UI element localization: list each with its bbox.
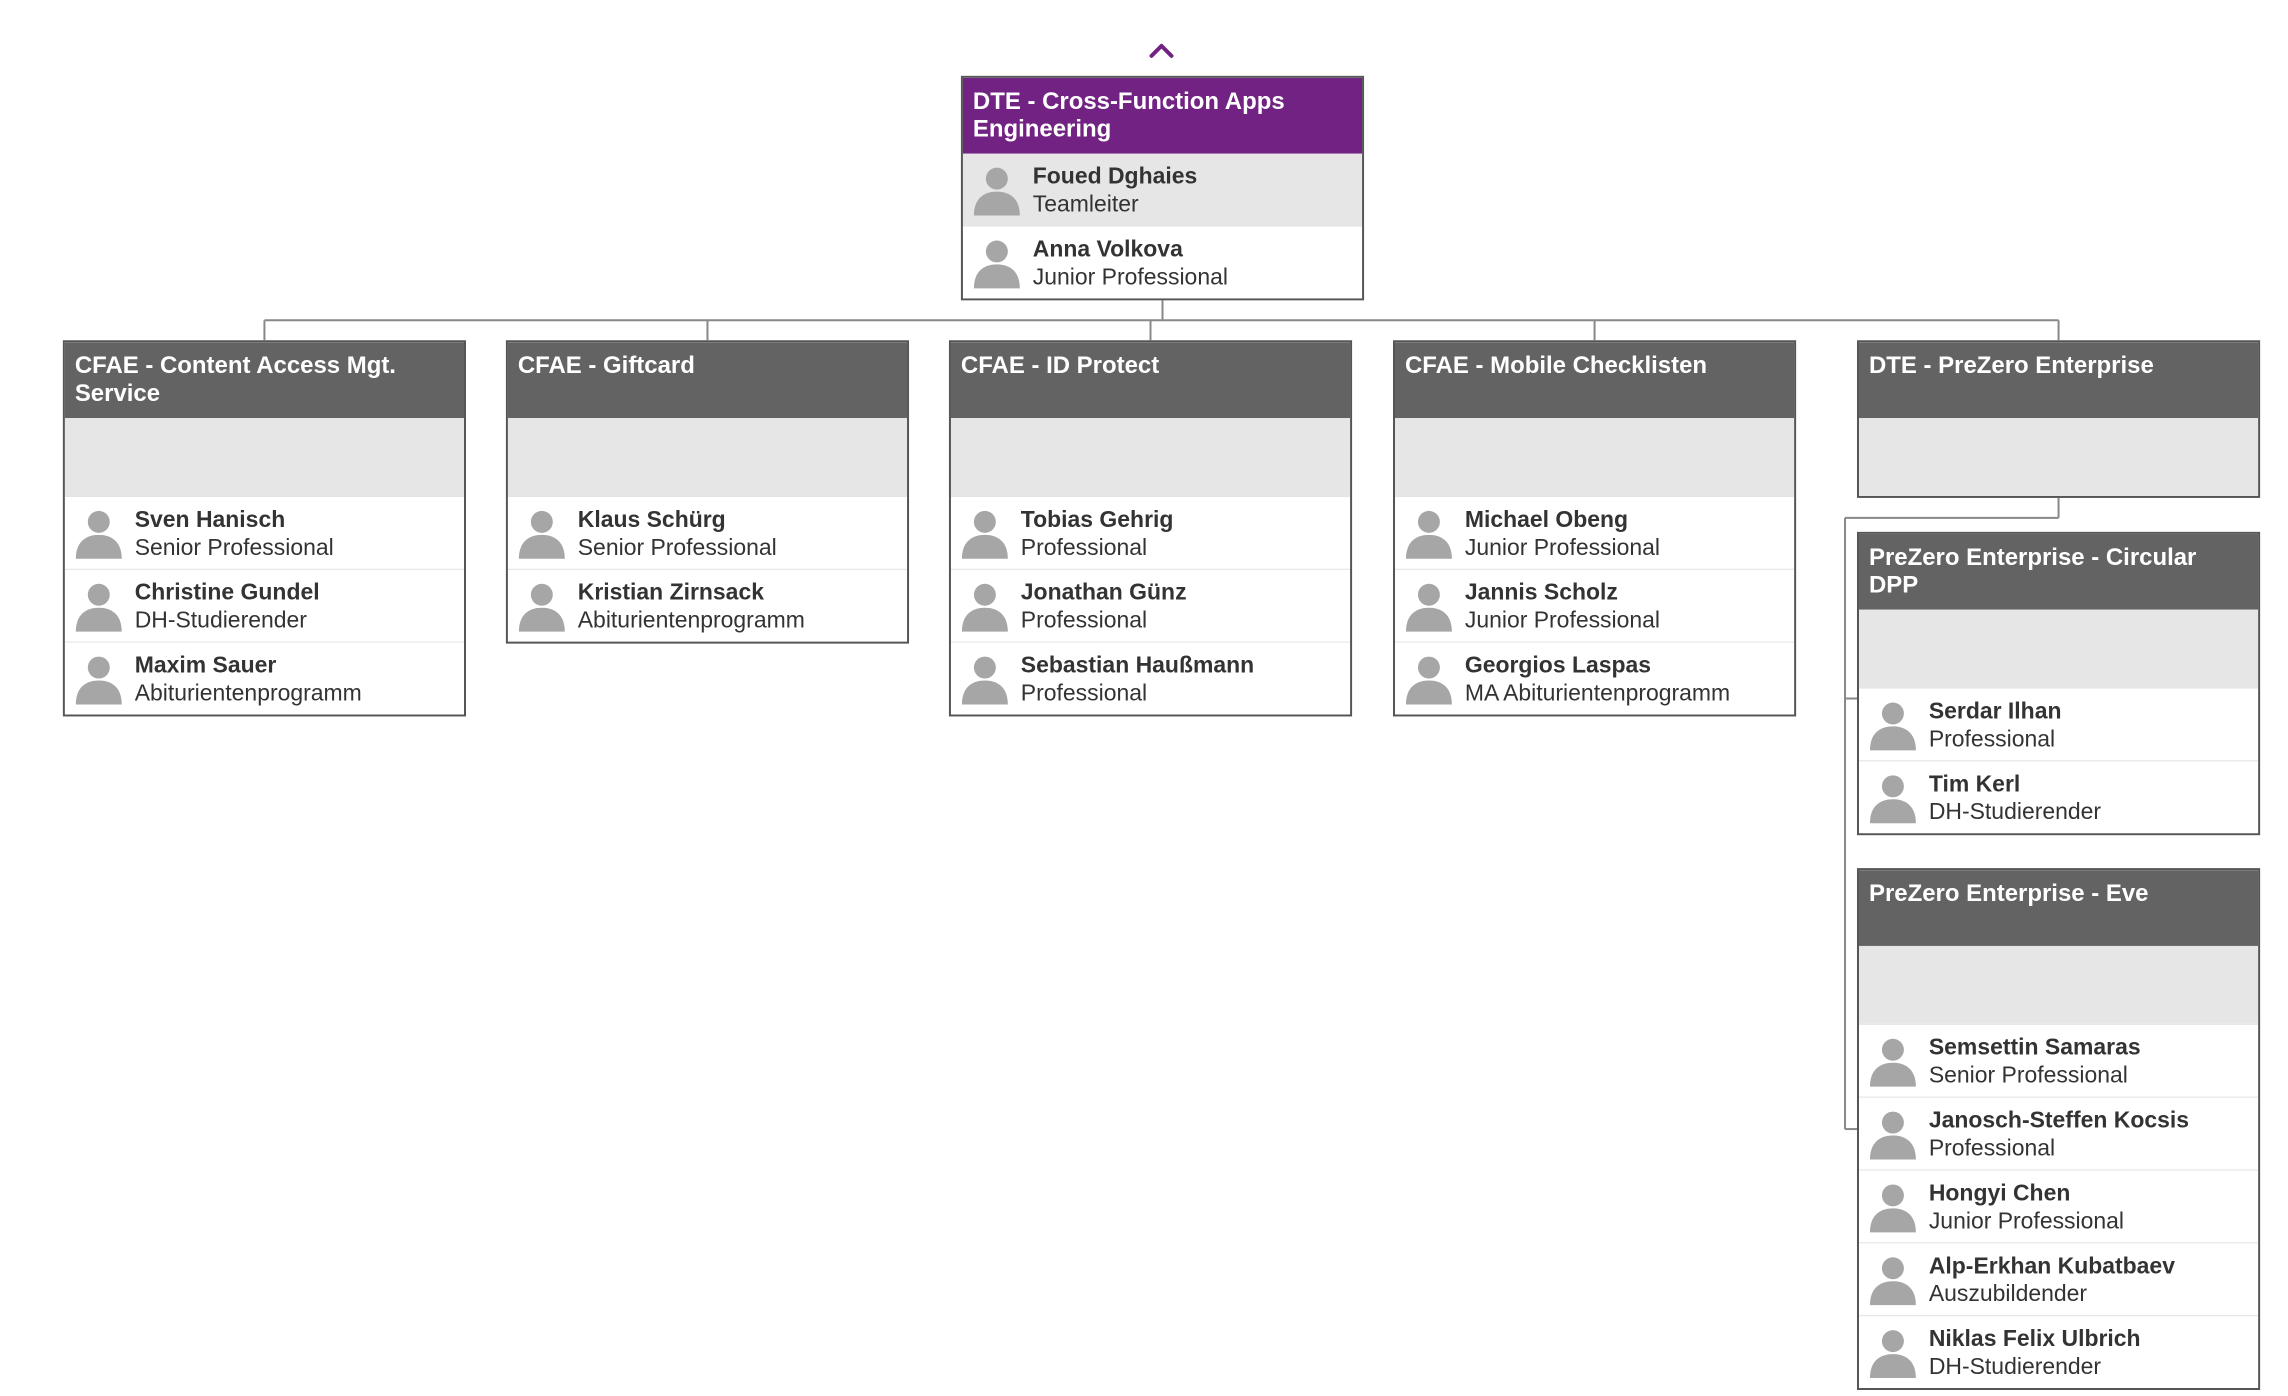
member-row[interactable] (951, 496, 1350, 569)
member-row[interactable] (1859, 760, 2258, 833)
unit-prezero-circular-dpp[interactable] (1857, 532, 2260, 835)
person-role: Senior Professional (134, 533, 334, 560)
person-role: Professional (1020, 679, 1148, 706)
unit-title: CFAE - ID Protect (951, 342, 1350, 418)
unit-prezero-enterprise[interactable] (1857, 340, 2260, 498)
person-name: Klaus Schürg (577, 505, 726, 532)
person-name: Maxim Sauer (134, 651, 277, 678)
member-row[interactable] (951, 642, 1350, 715)
person-name: Sebastian Haußmann (1020, 651, 1255, 678)
person-avatar-icon (1865, 1106, 1921, 1162)
unit-id-protect[interactable] (949, 340, 1352, 716)
unit-title: DTE - Cross-Function Apps Engineering (963, 78, 1362, 154)
empty-lead-slot (508, 418, 907, 496)
person-name: Serdar Ilhan (1928, 697, 2062, 724)
person-role: Professional (1020, 606, 1148, 633)
member-row[interactable] (1859, 688, 2258, 761)
member-row[interactable] (65, 642, 464, 715)
person-name: Anna Volkova (1032, 235, 1183, 262)
unit-mobile-checklisten[interactable] (1393, 340, 1796, 716)
person-avatar-icon (71, 578, 127, 634)
empty-lead-slot (951, 418, 1350, 496)
member-row[interactable] (1395, 496, 1794, 569)
person-avatar-icon (514, 505, 570, 561)
person-role: Professional (1928, 1134, 2056, 1161)
member-row[interactable] (963, 226, 1362, 299)
member-row[interactable] (1859, 1242, 2258, 1315)
unit-root[interactable] (961, 76, 1364, 301)
person-name: Sven Hanisch (134, 505, 286, 532)
person-avatar-icon (957, 578, 1013, 634)
person-role: Junior Professional (1464, 606, 1661, 633)
person-role: Junior Professional (1032, 263, 1228, 290)
person-name: Janosch-Steffen Kocsis (1928, 1106, 2190, 1133)
member-row[interactable] (1859, 1169, 2258, 1242)
member-row[interactable] (508, 496, 907, 569)
person-avatar-icon (514, 578, 570, 634)
unit-title: PreZero Enterprise - Eve (1859, 870, 2258, 946)
unit-prezero-eve[interactable] (1857, 868, 2260, 1390)
member-row[interactable] (951, 569, 1350, 642)
person-name: Hongyi Chen (1928, 1179, 2071, 1206)
member-row[interactable] (1859, 1315, 2258, 1388)
person-avatar-icon (1401, 651, 1457, 707)
chevron-up-icon[interactable] (1148, 40, 1176, 60)
unit-title: CFAE - Mobile Checklisten (1395, 342, 1794, 418)
person-avatar-icon (71, 651, 127, 707)
person-avatar-icon (1865, 1251, 1921, 1307)
person-role: DH-Studierender (1928, 798, 2102, 825)
person-avatar-icon (1401, 505, 1457, 561)
person-avatar-icon (1865, 1178, 1921, 1234)
person-role: Junior Professional (1928, 1207, 2125, 1234)
person-name: Michael Obeng (1464, 505, 1629, 532)
member-row[interactable] (1859, 1097, 2258, 1170)
person-avatar-icon (1865, 696, 1921, 752)
person-avatar-icon (969, 234, 1025, 290)
unit-content-access[interactable] (63, 340, 466, 716)
person-name: Alp-Erkhan Kubatbaev (1928, 1252, 2175, 1279)
unit-title: DTE - PreZero Enterprise (1859, 342, 2258, 418)
person-role: Junior Professional (1464, 533, 1661, 560)
person-name: Jonathan Günz (1020, 578, 1187, 605)
person-name: Foued Dghaies (1032, 162, 1198, 189)
person-avatar-icon (957, 651, 1013, 707)
person-role: Auszubildender (1928, 1280, 2088, 1307)
member-row[interactable] (1395, 569, 1794, 642)
member-row[interactable] (1859, 1024, 2258, 1097)
person-avatar-icon (1865, 1033, 1921, 1089)
person-role: MA Abiturientenprogramm (1464, 679, 1731, 706)
person-name: Kristian Zirnsack (577, 578, 764, 605)
person-role: Abiturientenprogramm (577, 606, 805, 633)
person-avatar-icon (969, 162, 1025, 218)
person-name: Semsettin Samaras (1928, 1033, 2141, 1060)
person-name: Georgios Laspas (1464, 651, 1652, 678)
person-role: Abiturientenprogramm (134, 679, 362, 706)
person-name: Tim Kerl (1928, 770, 2021, 797)
unit-title: CFAE - Content Access Mgt. Service (65, 342, 464, 418)
person-role: Professional (1020, 533, 1148, 560)
unit-lead[interactable] (963, 154, 1362, 226)
person-role: DH-Studierender (134, 606, 307, 633)
member-row[interactable] (508, 569, 907, 642)
unit-giftcard[interactable] (506, 340, 909, 643)
person-role: Senior Professional (1928, 1061, 2128, 1088)
person-avatar-icon (957, 505, 1013, 561)
person-role: Teamleiter (1032, 190, 1139, 217)
person-avatar-icon (71, 505, 127, 561)
empty-lead-slot (1395, 418, 1794, 496)
person-name: Niklas Felix Ulbrich (1928, 1325, 2141, 1352)
person-name: Christine Gundel (134, 578, 320, 605)
member-row[interactable] (65, 496, 464, 569)
person-avatar-icon (1865, 769, 1921, 825)
empty-lead-slot (1859, 946, 2258, 1024)
empty-lead-slot (65, 418, 464, 496)
member-row[interactable] (65, 569, 464, 642)
person-role: Professional (1928, 725, 2056, 752)
person-name: Jannis Scholz (1464, 578, 1618, 605)
unit-title: PreZero Enterprise - Circular DPP (1859, 534, 2258, 610)
person-role: Senior Professional (577, 533, 777, 560)
person-avatar-icon (1865, 1324, 1921, 1380)
empty-lead-slot (1859, 610, 2258, 688)
person-role: DH-Studierender (1928, 1353, 2102, 1380)
person-avatar-icon (1401, 578, 1457, 634)
unit-title: CFAE - Giftcard (508, 342, 907, 418)
member-row[interactable] (1395, 642, 1794, 715)
empty-lead-slot (1859, 418, 2258, 496)
person-name: Tobias Gehrig (1020, 505, 1174, 532)
